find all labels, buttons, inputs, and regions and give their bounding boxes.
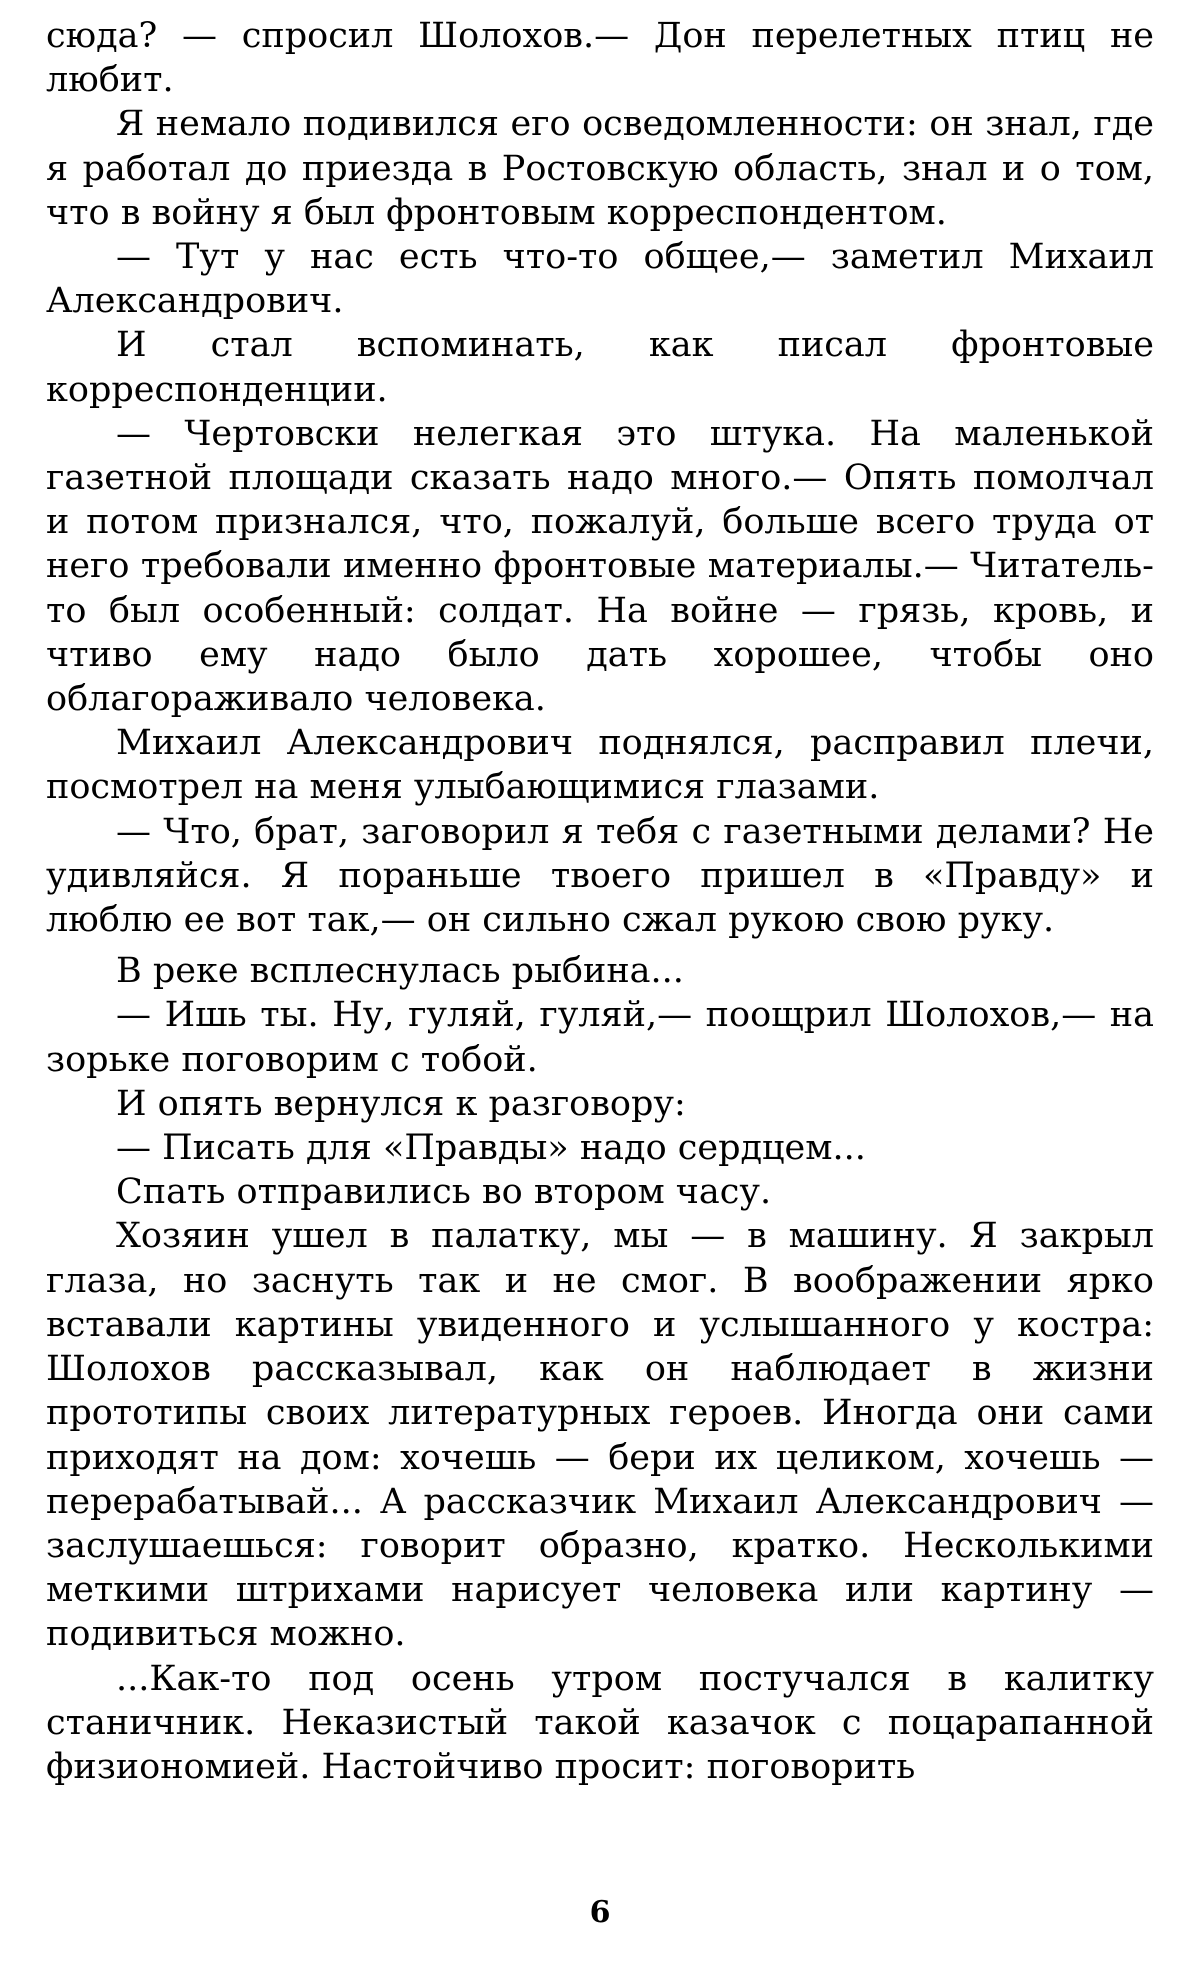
paragraph-1: сюда? — спросил Шолохов.— Дон перелетных птиц не любит.: [46, 16, 1154, 101]
paragraph-6: Михаил Александрович поднялся, расправил плечи, посмотрел на меня улыбающимися глазами.: [46, 723, 1154, 808]
paragraph-7: — Что, брат, заговорил я тебя с газетными делами? Не удивляйся. Я пораньше твоего пришел в «Правду» и люблю ее вот так,— он сильно сжал рукою свою руку.: [46, 811, 1154, 941]
paragraph-9: — Ишь ты. Ну, гуляй, гуляй,— поощрил Шолохов,— на зорьке поговорим с тобой.: [46, 995, 1154, 1080]
paragraph-8: В реке всплеснулась рыбина...: [116, 951, 684, 992]
text-column: [46, 14, 1154, 1789]
paragraph-4: И стал вспоминать, как писал фронтовые корреспонденции.: [46, 325, 1154, 410]
page-number: 6: [589, 1895, 611, 1930]
paragraph-10: И опять вернулся к разговору:: [116, 1083, 686, 1124]
paragraph-5: — Чертовски нелегкая это штука. На маленькой газетной площади сказать надо много.— Опять помолчал и потом признался, что, пожалуй, больше всего труда от него требовали именно фронтовые материалы.— Читатель-то был особенный: солдат. На войне — грязь, кровь, и чтиво ему надо было дать хорошее, чтобы оно облагораживало человека.: [46, 413, 1154, 720]
paragraph-13: Хозяин ушел в палатку, мы — в машину. Я закрыл глаза, но заснуть так и не смог. В воображении ярко вставали картины увиденного и услышанного у костра: Шолохов рассказывал, как он наблюдает в жизни прототипы своих литературных героев. Иногда они сами приходят на дом: хочешь — бери их целиком, хочешь — перерабатывай... А рассказчик Михаил Александрович — заслушаешься: говорит образно, кратко. Несколькими меткими штрихами нарисует человека или картину — подивиться можно.: [46, 1216, 1154, 1655]
paragraph-11: — Писать для «Правды» надо сердцем...: [116, 1128, 866, 1169]
paragraph-14: ...Как-то под осень утром постучался в калитку станичник. Неказистый такой казачок с поцарапанной физиономией. Настойчиво просит: поговорить: [46, 1658, 1154, 1787]
paragraph-3: — Тут у нас есть что-то общее,— заметил Михаил Александрович.: [46, 237, 1154, 322]
paragraph-12: Спать отправились во втором часу.: [116, 1172, 772, 1213]
paragraph-2: Я немало подивился его осведомленности: он знал, где я работал до приезда в Ростовскую область, знал и о том, что в войну я был фронтовым корреспондентом.: [46, 104, 1154, 233]
